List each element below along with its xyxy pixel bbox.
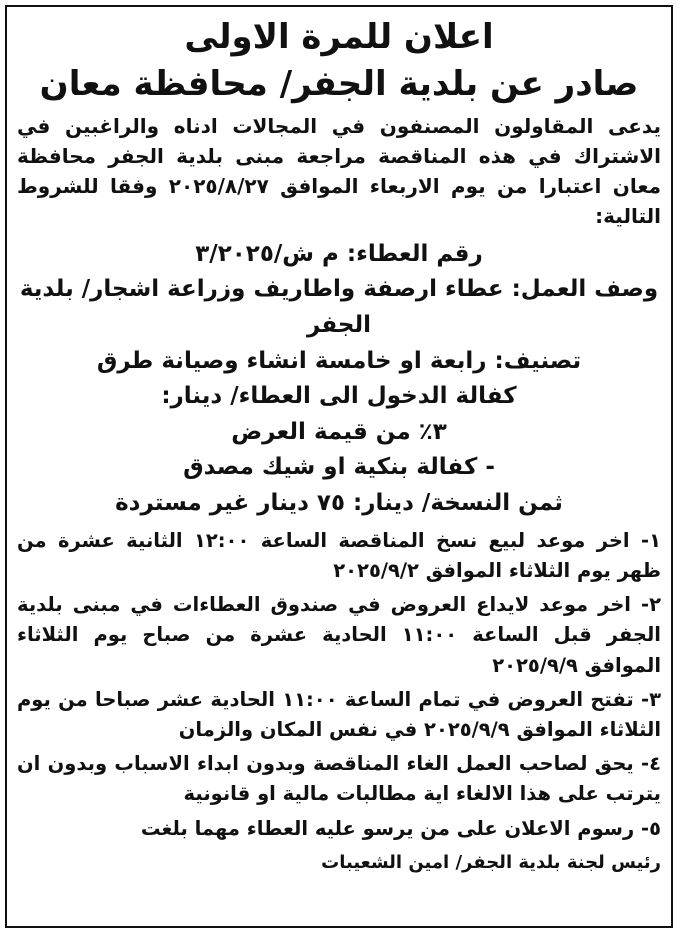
condition-item-5: ٥- رسوم الاعلان على من يرسو عليه العطاء مهما بلغت [140,816,661,840]
signature: رئيس لجنة بلدية الجفر/ امين الشعيبات [321,851,661,873]
conditions-list [17,526,661,844]
announcement-frame [5,5,673,928]
condition-item-1: ١- اخر موعد لبيع نسخ المناقصة الساعة ١٢:٠٠ الثانية عشرة من ظهر يوم الثلاثاء الموافق ٢٠٢٥/٩/٢ [17,528,661,582]
condition-item-2: ٢- اخر موعد لايداع العروض في صندوق العطاءات في مبنى بلدية الجفر قبل الساعة ١١:٠٠ الحادية عشرة من صباح يوم الثلاثاء الموافق ٢٠٢٥/٩/٩ [17,593,661,677]
bond-heading: كفالة الدخول الى العطاء/ دينار: [161,383,517,410]
announcement-title: اعلان للمرة الاولى [184,17,494,57]
bond-percent: ٣٪ من قيمة العرض [231,418,447,445]
condition-item-4: ٤- يحق لصاحب العمل الغاء المناقصة وبدون ابداء الاسباب وبدون ان يترتب على هذا الالغاء اية مطالبات مالية او قانونية [17,752,661,806]
announcement-issuer: صادر عن بلدية الجفر/ محافظة معان [39,63,639,104]
condition-item-3: ٣- تفتح العروض في تمام الساعة ١١:٠٠ الحادية عشر صباحا من يوم الثلاثاء الموافق ٢٠٢٥/٩/٩ في نفس المكان والزمان [17,687,661,742]
work-description: وصف العمل: عطاء ارصفة واطاريف وزراعة اشجار/ بلدية الجفر [19,276,659,338]
announcement-intro: يدعى المقاولون المصنفون في المجالات ادناه والراغبين في الاشتراك في هذه المناقصة مراجعة مبنى بلدية الجفر محافظة معان اعتبارا من يوم الاربعاء الموافق ٢٠٢٥/٨/٢٧ وفقا للشروط التالية: [17,113,661,228]
copy-price: ثمن النسخة/ دينار: ٧٥ دينار غير مستردة [115,490,563,517]
classification: تصنيف: رابعة او خامسة انشاء وصيانة طرق [96,347,582,374]
bond-type: - كفالة بنكية او شيك مصدق [183,454,495,481]
tender-number: رقم العطاء: م ش/٣/٢٠٢٥ [195,240,483,267]
